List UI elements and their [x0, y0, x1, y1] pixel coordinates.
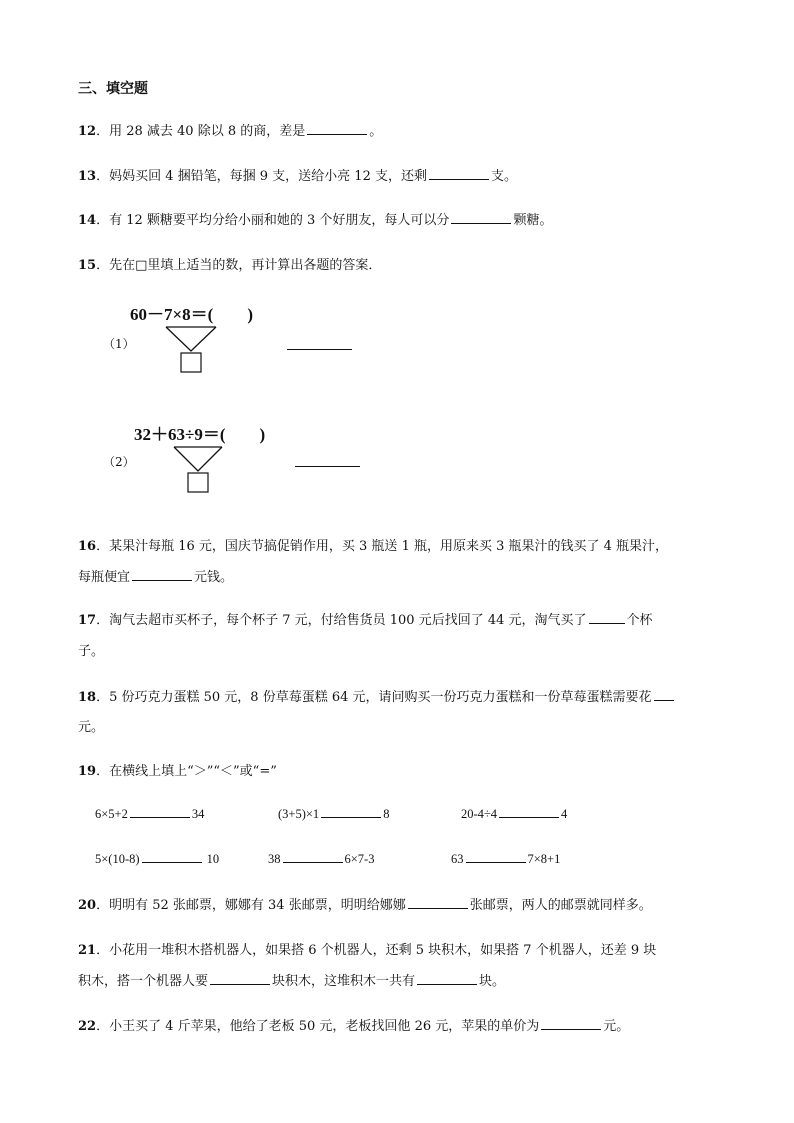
step-bracket-2 [174, 447, 222, 471]
question-text: ．在横线上填上“＞”“＜”或“=” [96, 764, 277, 779]
question-text: ．小王买了 4 斤苹果，他给了老板 50 元，老板找回他 26 元，苹果的单价为 [96, 1019, 540, 1034]
compare-blank[interactable] [321, 805, 381, 818]
question-number: 22 [78, 1019, 97, 1034]
compare-left: 20-4÷4 [461, 807, 498, 821]
compare-blank[interactable] [499, 805, 559, 818]
question-17-line-2: 子。 [78, 644, 105, 659]
question-text-end: 元。 [603, 1019, 630, 1034]
compare-item [268, 850, 374, 867]
question-number: 12 [78, 124, 97, 139]
question-18-line-2: 元。 [78, 720, 105, 735]
answer-blank[interactable] [589, 611, 625, 624]
answer-blank[interactable] [210, 972, 270, 985]
question-22 [78, 1015, 629, 1034]
question-text: ．先在□里填上适当的数，再计算出各题的答案． [96, 258, 382, 273]
question-text-end: 支。 [490, 169, 517, 184]
answer-blank[interactable] [132, 568, 192, 581]
compare-blank[interactable] [142, 850, 202, 863]
expression-1: 60－7×8＝( ) [130, 305, 254, 324]
compare-left: 6×5+2 [95, 807, 128, 821]
part-label-2: （2） [103, 455, 135, 469]
question-text: ．5 份巧克力蛋糕 50 元，8 份草莓蛋糕 64 元，请问购买一份巧克力蛋糕和一份草莓蛋糕需要花 [96, 690, 652, 705]
question-text: ．妈妈买回 4 捆铅笔，每捆 9 支，送给小亮 12 支，还剩 [96, 169, 427, 184]
compare-blank[interactable] [283, 850, 343, 863]
question-text: 积木，搭一个机器人要 [78, 974, 209, 989]
question-16 [78, 535, 668, 554]
question-text: ．淘气去超市买杯子，每个杯子 7 元，付给售货员 100 元后找回了 44 元，淘气买了 [96, 613, 587, 628]
compare-left: 63 [451, 852, 464, 866]
question-number: 20 [78, 898, 97, 913]
question-number: 17 [78, 613, 97, 628]
compare-item [451, 850, 560, 867]
question-number: 16 [78, 539, 97, 554]
compare-right: 4 [561, 807, 568, 821]
question-text-end: 元钱。 [194, 570, 234, 585]
answer-blank[interactable] [654, 688, 674, 701]
question-number: 13 [78, 169, 97, 184]
compare-right: 7×8+1 [527, 852, 561, 866]
question-text: ．用 28 减去 40 除以 8 的商，差是 [96, 124, 306, 139]
compare-item [95, 850, 219, 867]
question-20 [78, 894, 652, 913]
question-number: 18 [78, 690, 97, 705]
question-text: ．有 12 颗糖要平均分给小丽和她的 3 个好朋友，每人可以分 [96, 213, 450, 228]
fill-in-box-2[interactable] [188, 473, 208, 492]
question-text: 块积木，这堆积木一共有 [272, 974, 416, 989]
part-label-1: （1） [103, 337, 135, 351]
question-16-line-2 [78, 566, 233, 585]
question-text: ．小花用一堆积木搭机器人，如果搭 6 个机器人，还剩 5 块积木，如果搭 7 个机器人，还差 9 块 [96, 943, 657, 958]
answer-blank[interactable] [541, 1017, 601, 1030]
question-number: 21 [78, 943, 97, 958]
compare-right: 34 [191, 807, 205, 821]
question-19 [78, 760, 277, 779]
compare-left: 5×(10-8) [95, 852, 140, 866]
compare-blank[interactable] [466, 850, 526, 863]
compare-left: (3+5)×1 [278, 807, 320, 821]
compare-right: 8 [383, 807, 390, 821]
compare-item [461, 805, 567, 822]
question-text-end: 个杯 [626, 613, 653, 628]
answer-line-2[interactable] [295, 466, 360, 467]
compare-item [278, 805, 389, 822]
section-title: 三、填空题 [78, 81, 148, 97]
question-21 [78, 939, 656, 958]
compare-left: 38 [268, 852, 281, 866]
compare-right: 10 [206, 852, 220, 866]
compare-blank[interactable] [130, 805, 190, 818]
question-text-end: 张邮票，两人的邮票就同样多。 [469, 898, 652, 913]
question-number: 14 [78, 213, 97, 228]
question-17 [78, 609, 653, 628]
question-number: 19 [78, 764, 97, 779]
compare-right: 6×7-3 [344, 852, 375, 866]
answer-blank[interactable] [408, 896, 468, 909]
question-text-end: 块。 [479, 974, 506, 989]
question-21-line-2 [78, 970, 505, 989]
answer-blank[interactable] [417, 972, 477, 985]
question-text-end: 颗糖。 [513, 213, 553, 228]
question-text: ．明明有 52 张邮票，娜娜有 34 张邮票，明明给娜娜 [96, 898, 406, 913]
expression-2: 32＋63÷9＝( ) [134, 425, 266, 444]
question-18 [78, 686, 676, 705]
compare-item [95, 805, 204, 822]
question-text: ．某果汁每瓶 16 元，国庆节搞促销作用，买 3 瓶送 1 瓶，用原来买 3 瓶果汁的钱买了 4 瓶果汁， [96, 539, 669, 554]
question-text-end: 。 [369, 124, 383, 139]
question-number: 15 [78, 258, 97, 273]
question-text: 每瓶便宜 [78, 570, 131, 585]
